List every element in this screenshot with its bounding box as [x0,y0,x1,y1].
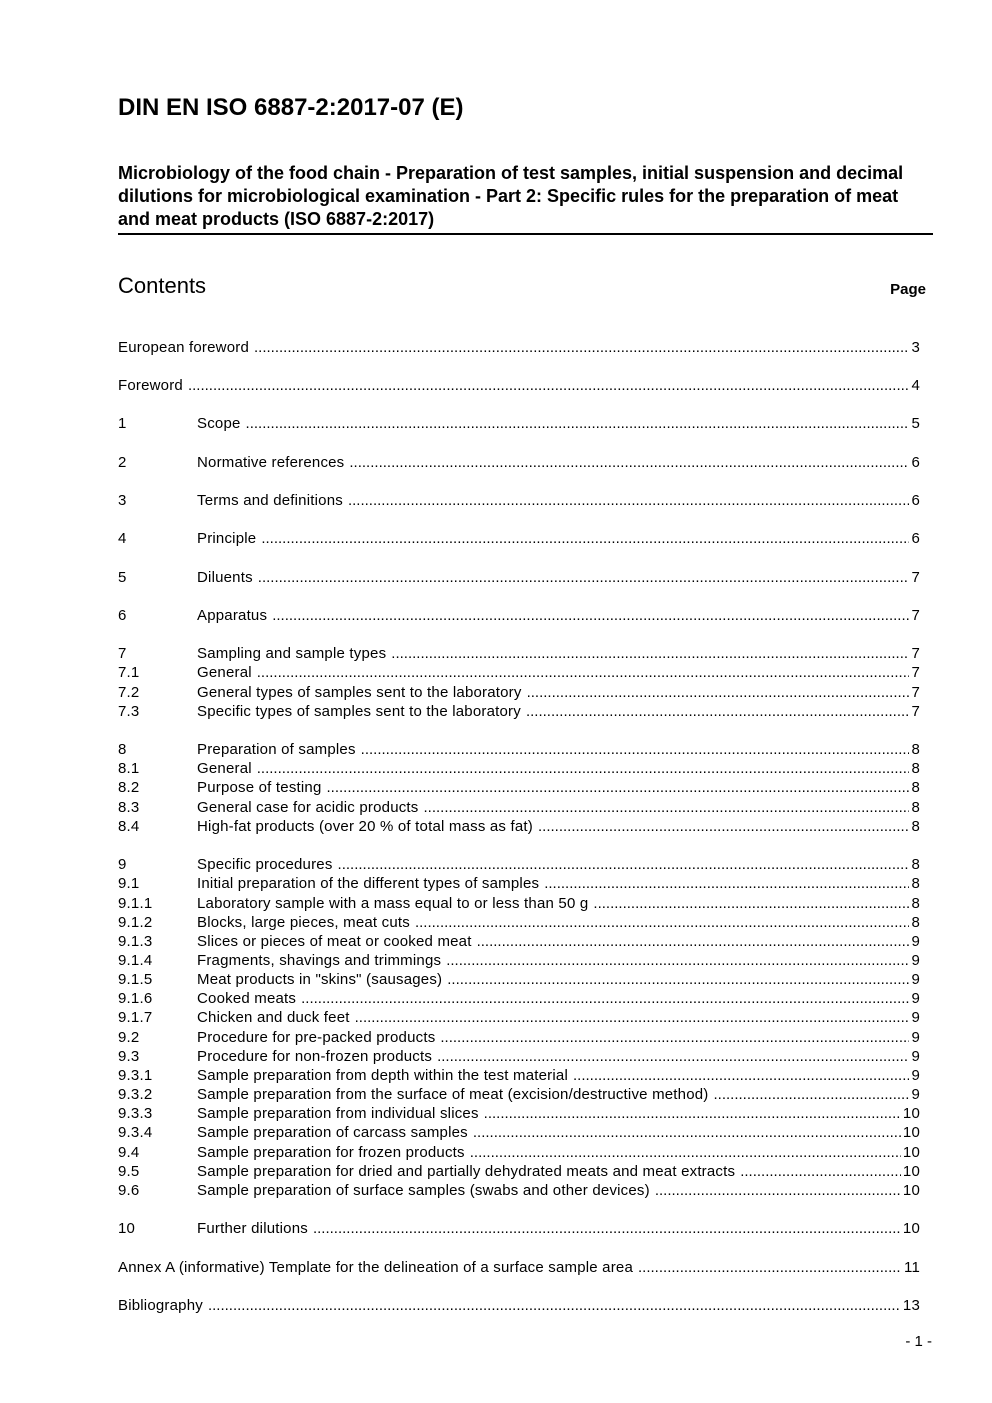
toc-entry-title: Sample preparation of surface samples (swabs and other devices) [197,1182,650,1199]
toc-dot-leader [447,970,909,989]
toc-entry[interactable] [118,951,920,970]
toc-entry[interactable] [118,1008,920,1027]
toc-entry-title: Specific types of samples sent to the laboratory [197,703,521,720]
toc-entry-title: Laboratory sample with a mass equal to or less than 50 g [197,895,589,912]
toc-entry-page: 5 [911,415,920,432]
toc-entry-title: Bibliography [118,1297,203,1314]
toc-entry-title: Normative references [197,454,345,471]
toc-entry[interactable] [118,1181,920,1200]
toc-entry-page: 9 [911,1067,920,1084]
toc-entry-title: Meat products in "skins" (sausages) [197,971,443,988]
toc-entry[interactable] [118,644,920,663]
toc-entry-title: High-fat products (over 20 % of total mass as fat) [197,818,533,835]
toc-entry-number: 9.3.2 [118,1086,153,1103]
document-subtitle: Microbiology of the food chain - Preparation of test samples, initial suspension and decimal dilutions for microbiological examination - Part 2: Specific rules for the preparation of meat and meat products (ISO 6887-2:2017) [118,162,933,235]
toc-entry[interactable] [118,1123,920,1142]
toc-entry-page: 8 [911,799,920,816]
toc-dot-leader [188,376,909,395]
toc-entry-title: Blocks, large pieces, meat cuts [197,914,410,931]
toc-entry-page: 10 [902,1182,920,1199]
toc-entry[interactable] [118,702,920,721]
toc-entry-title: Scope [197,415,241,432]
toc-entry-title: Principle [197,530,257,547]
toc-entry-number: 9.1.7 [118,1009,153,1026]
toc-entry-number: 9.3 [118,1048,140,1065]
toc-entry-title: Sample preparation from individual slices [197,1105,479,1122]
toc-entry-page: 8 [911,856,920,873]
toc-entry-title: Procedure for pre-packed products [197,1029,436,1046]
page-column-label: Page [890,281,926,298]
toc-entry-page: 9 [911,952,920,969]
toc-entry-page: 7 [911,684,920,701]
toc-entry[interactable] [118,491,920,510]
toc-entry[interactable] [118,970,920,989]
toc-entry[interactable] [118,1066,920,1085]
toc-entry-number: 9.1.1 [118,895,153,912]
toc-entry-number: 8.3 [118,799,140,816]
toc-entry-number: 8.2 [118,779,140,796]
toc-entry-title: Diluents [197,569,253,586]
toc-entry[interactable] [118,568,920,587]
toc-entry-page: 11 [904,1259,920,1276]
toc-entry-page: 4 [911,377,920,394]
toc-entry[interactable] [118,1143,920,1162]
toc-dot-leader [714,1085,910,1104]
toc-entry-page: 8 [911,914,920,931]
toc-dot-leader [349,453,909,472]
toc-entry-number: 9.2 [118,1029,140,1046]
toc-entry-number: 9.1.6 [118,990,153,1007]
toc-entry-title: Sample preparation from the surface of meat (excision/destructive method) [197,1086,709,1103]
toc-dot-leader [327,778,910,797]
toc-entry-page: 6 [911,454,920,471]
toc-entry-page: 7 [911,703,920,720]
toc-entry-title: Slices or pieces of meat or cooked meat [197,933,472,950]
toc-entry-page: 9 [911,1009,920,1026]
toc-entry-title: Specific procedures [197,856,333,873]
toc-entry-page: 9 [911,1048,920,1065]
toc-dot-leader [254,338,909,357]
toc-entry-number: 9.1.2 [118,914,153,931]
toc-entry[interactable] [118,1219,920,1238]
toc-entry-page: 8 [911,760,920,777]
toc-entry-number: 7.1 [118,664,140,681]
toc-entry-title: General [197,664,252,681]
toc-entry-number: 2 [118,454,127,471]
toc-entry-title: General types of samples sent to the laboratory [197,684,522,701]
toc-entry-title: Annex A (informative) Template for the delineation of a surface sample area [118,1259,634,1276]
toc-entry-number: 8.1 [118,760,140,777]
toc-entry-number: 3 [118,492,127,509]
toc-entry-title: Procedure for non-frozen products [197,1048,433,1065]
toc-entry[interactable] [118,1162,920,1181]
toc-entry[interactable] [118,759,920,778]
toc-dot-leader [484,1104,901,1123]
toc-entry-page: 7 [911,607,920,624]
toc-entry[interactable] [118,855,920,874]
toc-dot-leader [527,683,910,702]
toc-entry[interactable] [118,1028,920,1047]
toc-entry-number: 7 [118,645,127,662]
toc-entry[interactable] [118,932,920,951]
toc-entry-title: Further dilutions [197,1220,308,1237]
toc-dot-leader [573,1066,909,1085]
toc-dot-leader [257,663,910,682]
toc-entry-title: Foreword [118,377,183,394]
toc-dot-leader [261,529,909,548]
toc-dot-leader [313,1219,901,1238]
contents-heading: Contents [118,273,207,298]
toc-entry-number: 9.1.5 [118,971,153,988]
toc-entry-number: 9.1 [118,875,140,892]
toc-entry[interactable] [118,1258,920,1277]
toc-dot-leader [208,1296,901,1315]
toc-entry-number: 8.4 [118,818,140,835]
toc-entry-title: Cooked meats [197,990,297,1007]
toc-dot-leader [338,855,910,874]
toc-entry[interactable] [118,683,920,702]
toc-entry-number: 8 [118,741,127,758]
toc-entry-title: Sample preparation from depth within the test material [197,1067,568,1084]
toc-dot-leader [470,1143,901,1162]
toc-dot-leader [348,491,910,510]
toc-entry[interactable] [118,1085,920,1104]
toc-entry-page: 7 [911,569,920,586]
toc-dot-leader [355,1008,910,1027]
toc-entry-page: 7 [911,664,920,681]
toc-entry-title: Sample preparation for frozen products [197,1144,465,1161]
toc-entry-page: 8 [911,895,920,912]
toc-entry-page: 9 [911,933,920,950]
toc-entry[interactable] [118,663,920,682]
toc-dot-leader [272,606,909,625]
toc-entry-page: 6 [911,492,920,509]
toc-entry-title: Purpose of testing [197,779,322,796]
toc-entry[interactable] [118,529,920,548]
toc-entry-page: 3 [911,339,920,356]
toc-dot-leader [301,989,909,1008]
toc-entry[interactable] [118,913,920,932]
toc-entry-title: Terms and definitions [197,492,343,509]
toc-entry[interactable] [118,798,920,817]
toc-entry-number: 7.3 [118,703,140,720]
toc-entry-page: 10 [902,1144,920,1161]
toc-entry-number: 9.3.4 [118,1124,153,1141]
toc-entry[interactable] [118,1047,920,1066]
toc-entry-title: Fragments, shavings and trimmings [197,952,442,969]
toc-entry-title: Apparatus [197,607,268,624]
toc-entry[interactable] [118,606,920,625]
toc-entry-number: 10 [118,1220,136,1237]
toc-entry-number: 9.5 [118,1163,140,1180]
toc-entry-page: 9 [911,990,920,1007]
toc-entry-title: General [197,760,252,777]
toc-entry-page: 6 [911,530,920,547]
toc-dot-leader [440,1028,909,1047]
toc-entry[interactable] [118,376,920,395]
toc-entry-title: Sample preparation for dried and partially dehydrated meats and meat extracts [197,1163,736,1180]
toc-entry-page: 8 [911,875,920,892]
toc-entry[interactable] [118,1104,920,1123]
toc-entry[interactable] [118,338,920,357]
toc-entry-title: Sample preparation of carcass samples [197,1124,468,1141]
toc-dot-leader [424,798,910,817]
toc-entry-number: 9.1.3 [118,933,153,950]
toc-entry-number: 9.3.3 [118,1105,153,1122]
toc-dot-leader [526,702,910,721]
toc-entry[interactable] [118,989,920,1008]
toc-entry-page: 8 [911,818,920,835]
toc-entry-page: 10 [902,1163,920,1180]
toc-entry-number: 1 [118,415,127,432]
toc-entry-title: European foreword [118,339,249,356]
toc-entry-page: 9 [911,1029,920,1046]
toc-dot-leader [446,951,909,970]
toc-entry-number: 9 [118,856,127,873]
toc-entry-page: 7 [911,645,920,662]
toc-entry[interactable] [118,894,920,913]
toc-entry[interactable] [118,740,920,759]
toc-dot-leader [477,932,910,951]
toc-entry-page: 9 [911,1086,920,1103]
toc-entry-page: 8 [911,779,920,796]
toc-dot-leader [544,874,909,893]
toc-entry-title: Sampling and sample types [197,645,387,662]
toc-entry-title: General case for acidic products [197,799,419,816]
toc-dot-leader [740,1162,901,1181]
toc-entry-number: 5 [118,569,127,586]
toc-entry-number: 9.3.1 [118,1067,153,1084]
toc-entry-page: 13 [902,1297,920,1314]
toc-dot-leader [361,740,910,759]
page-number-footer: - 1 - [905,1333,932,1350]
toc-entry-number: 6 [118,607,127,624]
toc-entry-page: 9 [911,971,920,988]
toc-entry-number: 7.2 [118,684,140,701]
toc-entry-page: 10 [902,1124,920,1141]
toc-dot-leader [655,1181,901,1200]
toc-entry[interactable] [118,778,920,797]
toc-entry-title: Initial preparation of the different types of samples [197,875,540,892]
toc-dot-leader [391,644,909,663]
toc-entry[interactable] [118,874,920,893]
toc-entry[interactable] [118,1296,920,1315]
toc-dot-leader [415,913,909,932]
document-title: DIN EN ISO 6887-2:2017-07 (E) [118,94,464,121]
toc-entry-page: 10 [902,1105,920,1122]
toc-entry-page: 10 [902,1220,920,1237]
toc-entry-number: 4 [118,530,127,547]
toc-dot-leader [258,568,910,587]
toc-entry-title: Preparation of samples [197,741,356,758]
toc-entry-page: 8 [911,741,920,758]
toc-entry-number: 9.1.4 [118,952,153,969]
toc-dot-leader [538,817,909,836]
toc-entry-title: Chicken and duck feet [197,1009,350,1026]
toc-entry[interactable] [118,414,920,433]
toc-dot-leader [246,414,910,433]
toc-dot-leader [257,759,910,778]
toc-entry-number: 9.6 [118,1182,140,1199]
toc-entry-number: 9.4 [118,1144,140,1161]
toc-dot-leader [473,1123,901,1142]
toc-entry[interactable] [118,817,920,836]
toc-entry[interactable] [118,453,920,472]
toc-dot-leader [593,894,909,913]
toc-dot-leader [437,1047,909,1066]
toc-dot-leader [638,1258,902,1277]
